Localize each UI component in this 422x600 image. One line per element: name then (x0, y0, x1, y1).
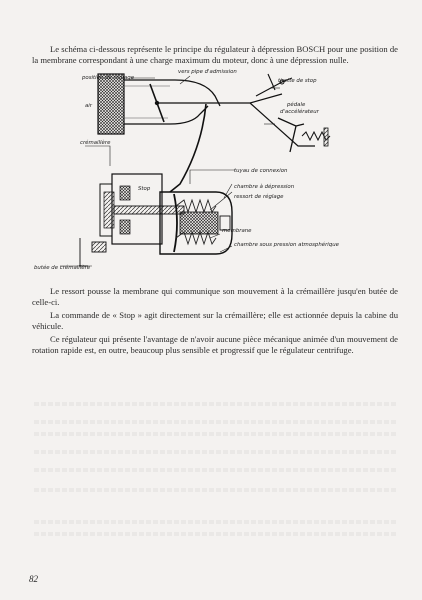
vacuum-connection-tube (170, 104, 206, 192)
label-accelerateur: d'accélérateur (280, 109, 319, 115)
label-air: air (85, 103, 93, 109)
paragraph-stop: La commande de « Stop » agit directement sur la crémaillère; elle est actionnée depuis la cabine du véhicule. (32, 310, 398, 331)
rack-bar (114, 206, 184, 214)
air-filter-block (98, 74, 124, 134)
diaphragm (174, 194, 177, 252)
paragraph-avantage: Ce régulateur qui présente l'avantage de n'avoir aucune pièce mécanique animée d'un mouvement de rotation rapide est, en outre, beaucoup plus sensible et progressif que le régulateur centrifuge. (32, 334, 398, 355)
show-through (34, 432, 398, 436)
label-pipe-admission: vers pipe d'admission (178, 69, 237, 75)
label-chambre-atmo: chambre sous pression atmosphérique (234, 242, 339, 248)
show-through (34, 420, 398, 424)
label-pedale: pédale (287, 102, 306, 108)
label-ressort-reglage: ressort de réglage (234, 194, 284, 200)
label-position-reglage: position de réglage (82, 75, 135, 81)
show-through (34, 402, 398, 406)
show-through (34, 450, 398, 454)
label-membrane: membrane (222, 228, 252, 234)
label-tuyau: tuyau de connexion (234, 168, 288, 174)
paragraph-ressort: Le ressort pousse la membrane qui communique son mouvement à la crémaillère jusqu'en butée de celle-ci. (32, 286, 398, 307)
show-through (34, 468, 398, 472)
show-through (34, 520, 398, 524)
show-through (34, 532, 398, 536)
label-butee: butée de crémaillère (34, 265, 91, 271)
label-cremaillere: crémaillère (80, 140, 111, 146)
accelerator-pedal (278, 118, 304, 152)
label-stop: Stop (138, 186, 151, 192)
label-tirette-stop: tirette de stop (278, 78, 317, 84)
show-through (34, 488, 398, 492)
page-number: 82 (29, 574, 38, 584)
paragraph-intro: Le schéma ci-dessous représente le principe du régulateur à dépression BOSCH pour une position de la membrane correspondant à une charge maximum du moteur, donc à une dépression nulle. (32, 44, 398, 65)
regulator-diagram (20, 66, 415, 282)
intake-pipe (124, 80, 220, 124)
label-chambre-depression: chambre à dépression (234, 184, 295, 190)
rack-stop (92, 242, 106, 252)
